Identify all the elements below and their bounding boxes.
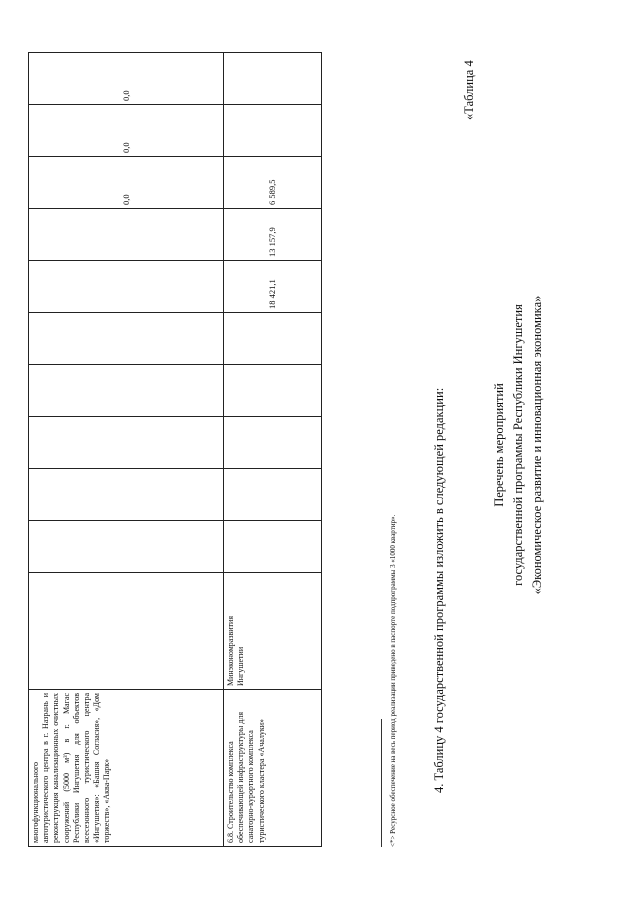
value-cell <box>224 469 322 521</box>
footnote-separator <box>381 719 382 847</box>
value-cell <box>224 417 322 469</box>
value-cell: 13 157,9 <box>224 209 322 261</box>
value-cell: 0,0 <box>29 157 224 209</box>
value-cell <box>29 261 224 313</box>
value-cell <box>224 105 322 157</box>
measure-name-cell: 6.8. Строительство комплекса обеспечивающей инфраструктуры для санаторно-курортного комплекса туристического кластера «Ачалуки» <box>224 690 322 847</box>
footnote: <*> Ресурсное обеспечение на весь период реализации приведено в паспорте подпрограммы 3 «1000 квартир». <box>389 514 397 847</box>
value-cell <box>29 521 224 573</box>
value-cell <box>224 521 322 573</box>
value-cell <box>224 365 322 417</box>
title-line: Перечень мероприятий <box>492 383 506 507</box>
value-cell <box>29 365 224 417</box>
value-cell <box>224 53 322 105</box>
value-cell: 18 421,1 <box>224 261 322 313</box>
table-row <box>224 53 322 847</box>
executor-cell <box>29 573 224 690</box>
table-row <box>29 53 224 847</box>
amendment-paragraph: 4. Таблицу 4 государственной программы изложить в следующей редакции: <box>432 387 446 793</box>
title-line: государственной программы Республики Ингушетия <box>511 304 525 586</box>
value-cell <box>29 313 224 365</box>
value-cell: 6 589,5 <box>224 157 322 209</box>
executor-cell: Минэкономразвития Ингушетии <box>224 573 322 690</box>
value-cell <box>29 209 224 261</box>
measures-table <box>28 52 322 847</box>
value-cell <box>29 417 224 469</box>
value-cell: 0,0 <box>29 53 224 105</box>
value-cell <box>29 469 224 521</box>
table-label: «Таблица 4 <box>462 60 476 120</box>
value-cell <box>224 313 322 365</box>
measure-name-cell: многофункционального автотуристического центра в г. Назрань и реконструкция канализационных очистных сооружений (5000 м³) в г. Магас Республики Ингушетия для объектов всесезонного туристического центра «Ингушетия»: «Башня Согласия», «Дом торжеств», «Аква-Парк» <box>29 690 224 847</box>
title-line: «Экономическое развитие и инновационная экономика» <box>530 295 544 595</box>
value-cell: 0,0 <box>29 105 224 157</box>
section-title <box>490 295 547 595</box>
